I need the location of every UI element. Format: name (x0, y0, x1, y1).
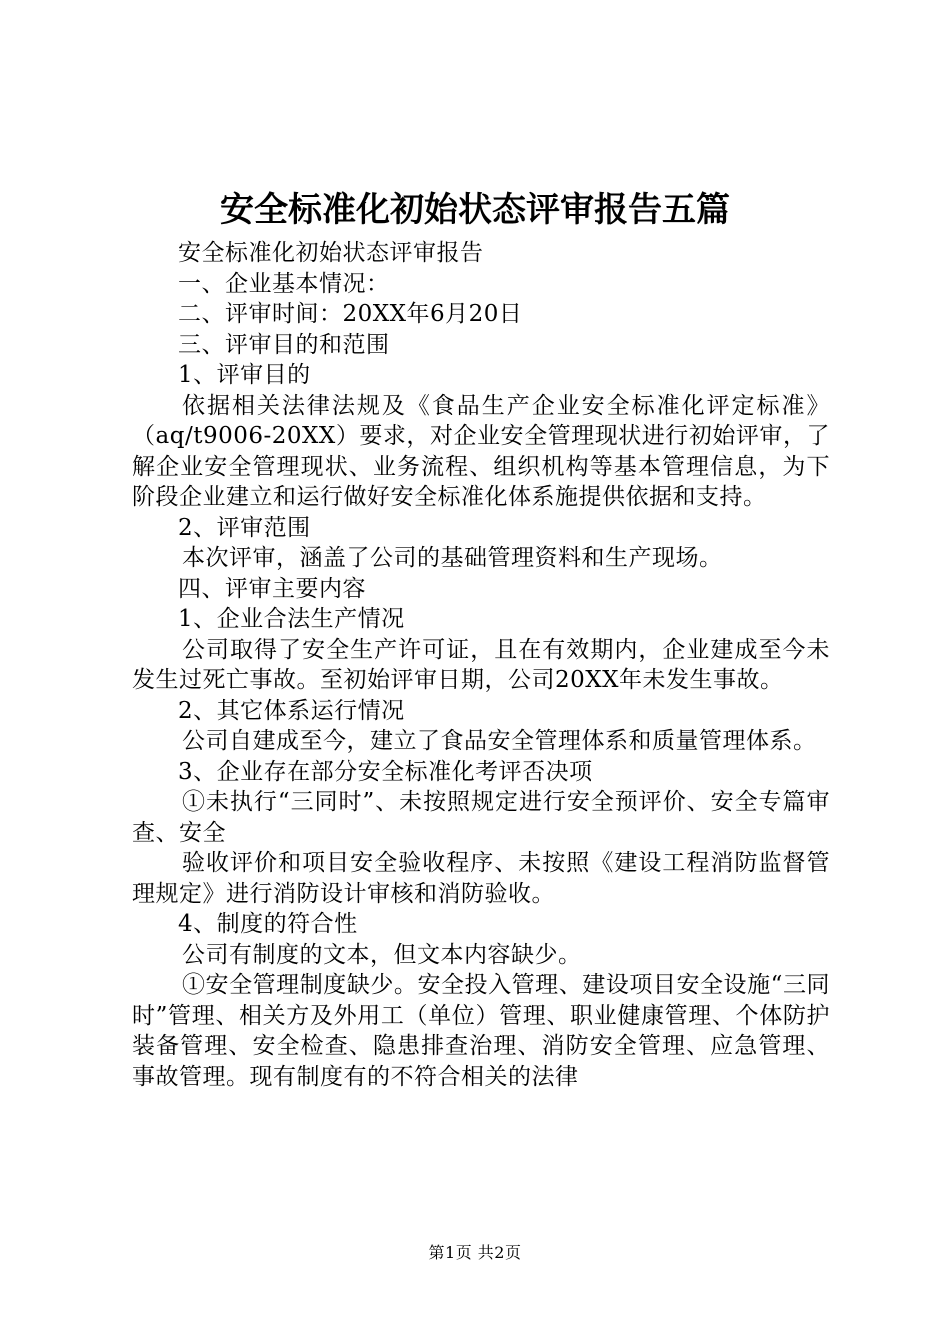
paragraph: ①未执行“三同时”、未按照规定进行安全预评价、安全专篇审查、安全 (132, 789, 830, 846)
paragraph: 四、评审主要内容 (178, 575, 366, 602)
paragraph: 验收评价和项目安全验收程序、未按照《建设工程消防监督管理规定》进行消防设计审核和消防验收。 (132, 850, 830, 907)
paragraph: 公司自建成至今，建立了食品安全管理体系和质量管理体系。 (182, 728, 817, 754)
paragraph: 三、评审目的和范围 (178, 331, 390, 358)
document-title: 安全标准化初始状态评审报告五篇 (220, 190, 730, 230)
paragraph: 二、评审时间：20XX年6月20日 (178, 301, 523, 327)
document-body (132, 238, 830, 1092)
page-number-footer: 第1页 共2页 (428, 1243, 522, 1262)
paragraph: 公司有制度的文本，但文本内容缺少。 (182, 941, 582, 968)
paragraph: 2、评审范围 (178, 514, 311, 541)
paragraph: 4、制度的符合性 (178, 911, 358, 937)
paragraph: ①安全管理制度缺少。安全投入管理、建设项目安全设施“三同时”管理、相关方及外用工（单位）管理、职业健康管理、个体防护装备管理、安全检查、隐患排查治理、消防安全管理、应急管理、事故管理。现有制度有的不符合相关的法律 (132, 972, 830, 1090)
paragraph: 1、企业合法生产情况 (178, 606, 405, 632)
paragraph: 安全标准化初始状态评审报告 (178, 240, 484, 266)
paragraph: 1、评审目的 (178, 362, 311, 388)
paragraph: 2、其它体系运行情况 (178, 697, 405, 724)
paragraph: 3、企业存在部分安全标准化考评否决项 (178, 758, 593, 785)
paragraph: 依据相关法律法规及《食品生产企业安全标准化评定标准》（aq/t9006-20XX）要求，对企业安全管理现状进行初始评审，了解企业安全管理现状、业务流程、组织机构等基本管理信息，为下阶段企业建立和运行做好安全标准化体系施提供依据和支持。 (132, 392, 830, 510)
paragraph: 本次评审，涵盖了公司的基础管理资料和生产现场。 (182, 545, 723, 571)
paragraph: 公司取得了安全生产许可证，且在有效期内，企业建成至今未发生过死亡事故。至初始评审日期，公司20XX年未发生事故。 (132, 636, 830, 693)
paragraph: 一、企业基本情况： (178, 270, 390, 297)
